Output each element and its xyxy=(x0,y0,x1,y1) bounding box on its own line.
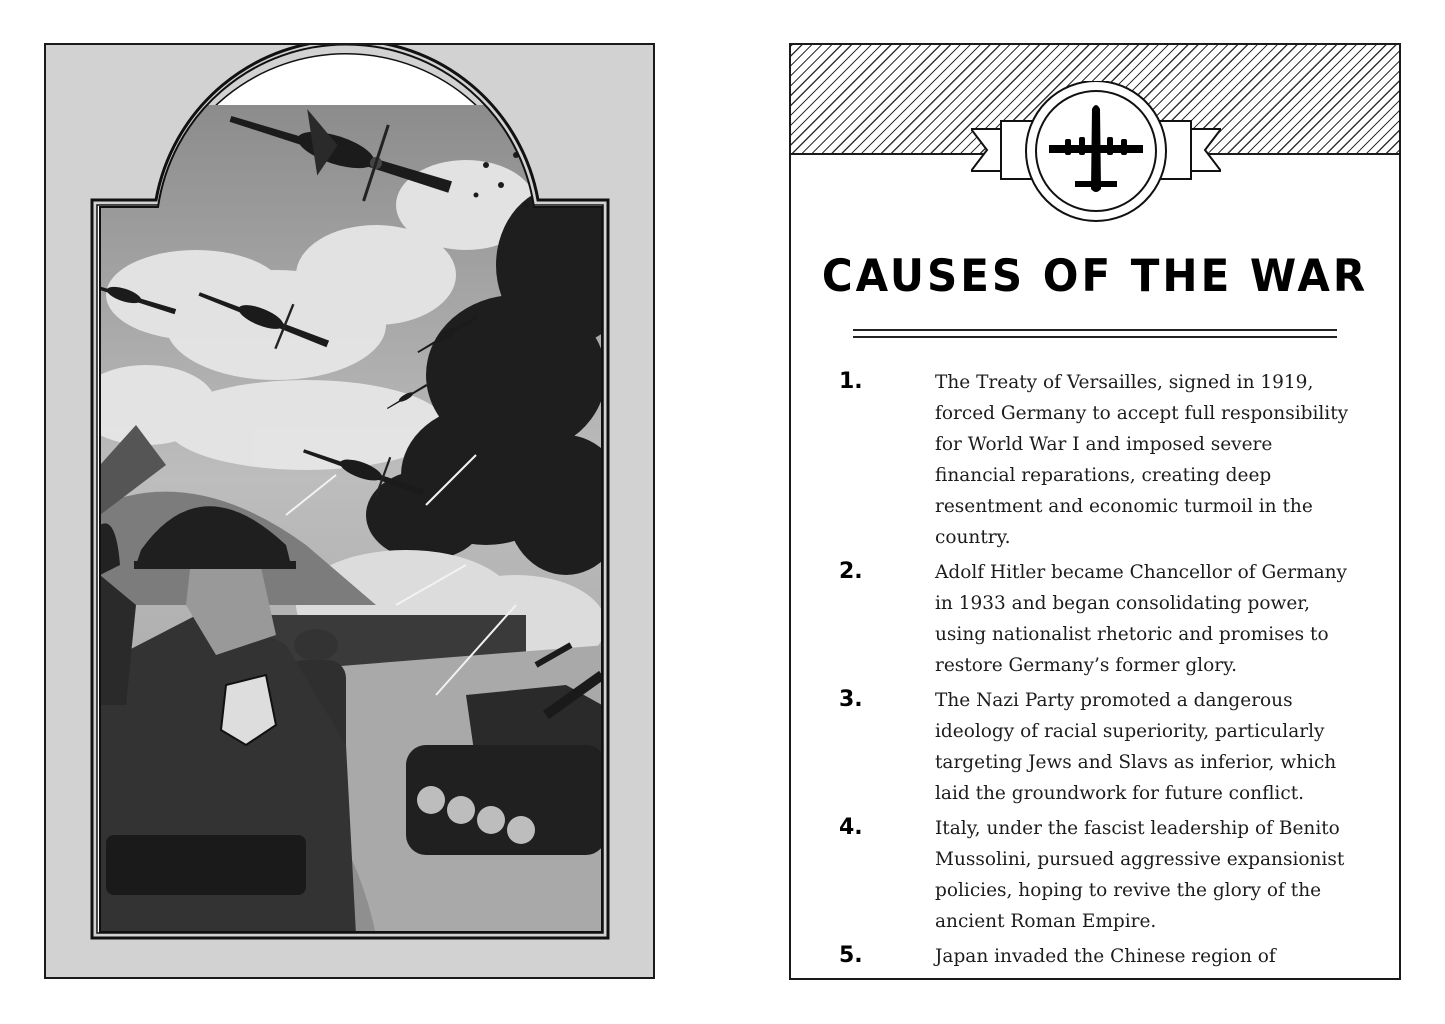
emblem-badge xyxy=(971,81,1221,261)
list-item xyxy=(839,557,1359,681)
list-item xyxy=(839,685,1359,809)
item-text: The Treaty of Versailles, signed in 1919, forced Germany to accept full responsibility for World War I and imposed severe financial reparations, creating deep resentment and economic turmoil in the country. xyxy=(935,372,1349,548)
text-card xyxy=(789,43,1401,980)
item-text: Adolf Hitler became Chancellor of Germany in 1933 and began consolidating power, using nationalist rhetoric and promises to restore Germany’s former glory. xyxy=(935,562,1348,676)
page-title: CAUSES OF THE WAR xyxy=(821,249,1369,302)
item-number: 3. xyxy=(839,687,863,712)
causes-list xyxy=(839,367,1359,976)
list-item xyxy=(839,813,1359,937)
illustration-card xyxy=(44,43,655,979)
title-divider-top xyxy=(853,329,1337,331)
item-number: 1. xyxy=(839,369,863,394)
item-text: Italy, under the fascist leadership of Benito Mussolini, pursued aggressive expansionist policies, hoping to revive the glory of the ancient Roman Empire. xyxy=(935,818,1345,932)
item-number: 5. xyxy=(839,943,863,968)
item-text: Japan invaded the Chinese region of xyxy=(935,946,1276,967)
list-item xyxy=(839,941,1359,972)
battle-scene-illustration xyxy=(46,45,653,977)
title-divider-bottom xyxy=(853,336,1337,338)
item-text: The Nazi Party promoted a dangerous ideology of racial superiority, particularly targeting Jews and Slavs as inferior, which laid the groundwork for future conflict. xyxy=(935,690,1337,804)
item-number: 2. xyxy=(839,559,863,584)
list-item xyxy=(839,367,1359,553)
item-number: 4. xyxy=(839,815,863,840)
